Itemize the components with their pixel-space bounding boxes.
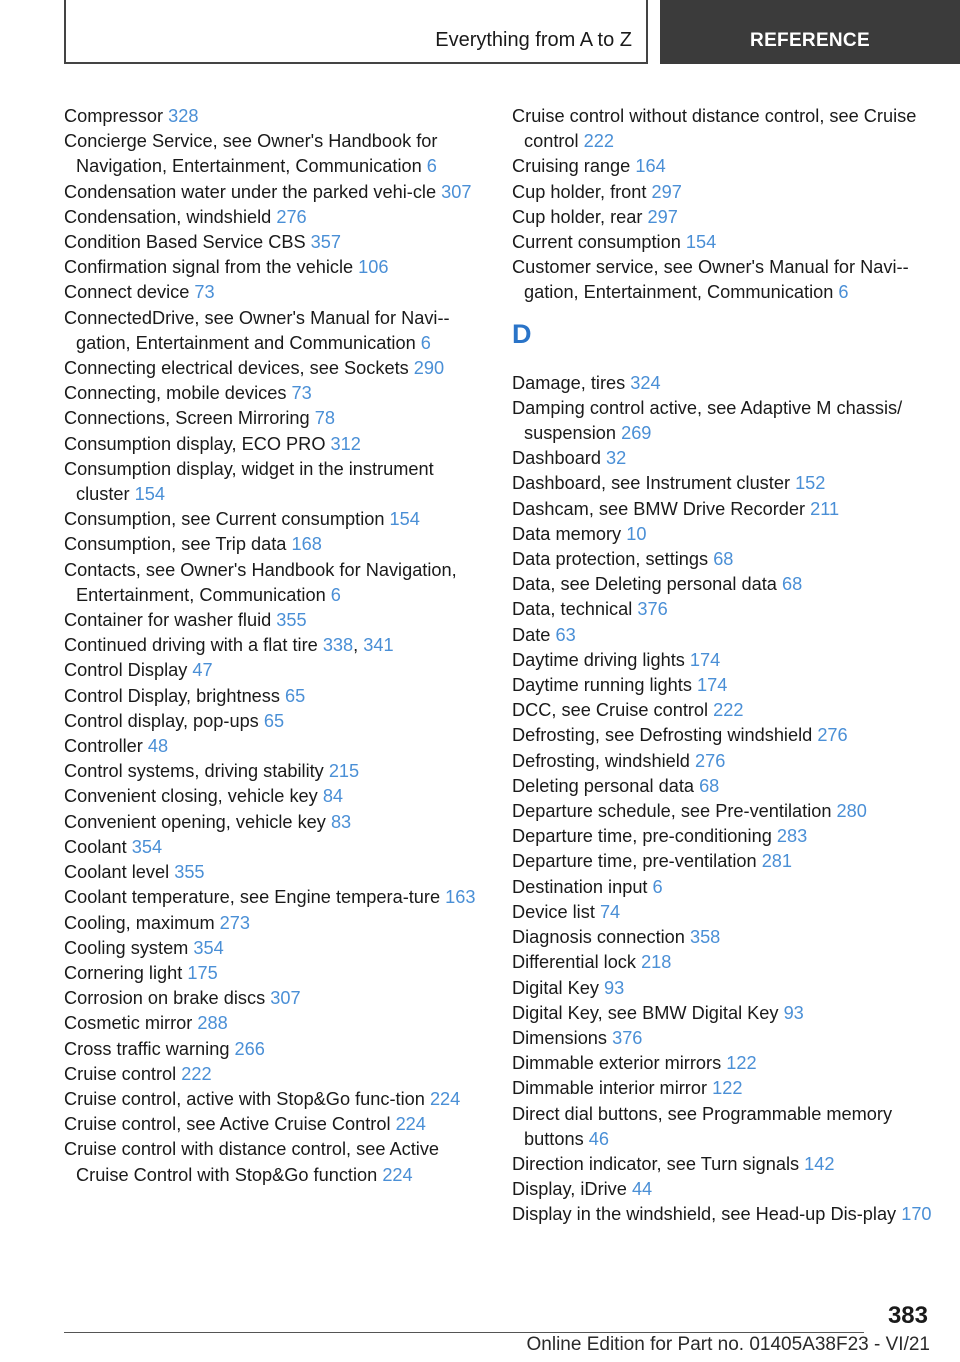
- index-entry: [512, 749, 932, 774]
- index-entry: [64, 1087, 484, 1112]
- index-entry: [64, 608, 484, 633]
- index-entry: [512, 396, 932, 446]
- page-reference-link[interactable]: 222: [181, 1063, 212, 1084]
- page-reference-link[interactable]: 122: [726, 1053, 757, 1074]
- page-reference-link[interactable]: 175: [187, 962, 218, 983]
- entry-text: Dashcam, see BMW Drive Recorder: [512, 498, 811, 519]
- entry-text: Confirmation signal from the vehicle: [64, 257, 359, 278]
- page-reference-link[interactable]: 65: [285, 685, 306, 706]
- entry-text: Daytime driving lights: [512, 649, 690, 670]
- page-reference-link[interactable]: 63: [555, 624, 576, 645]
- page-reference-link[interactable]: 273: [219, 912, 251, 933]
- section-badge-label: REFERENCE: [750, 30, 870, 51]
- page-reference-link[interactable]: 152: [795, 473, 826, 494]
- entry-text: Continued driving with a flat tire: [64, 635, 323, 656]
- page-reference-link[interactable]: 218: [641, 952, 672, 973]
- entry-text: Cruise control with distance control, see Active Cruise Control with Stop&Go function: [64, 1139, 440, 1185]
- index-entry: [64, 1037, 484, 1062]
- entry-text: Cruise control without distance control, see Cruise control: [512, 106, 917, 152]
- page-reference-link[interactable]: 290: [413, 358, 445, 379]
- entry-text: Daytime running lights: [512, 675, 697, 696]
- entry-text: Cup holder, rear: [512, 206, 648, 227]
- index-entry: [64, 507, 484, 532]
- index-entry: [512, 1152, 932, 1177]
- page-reference-link[interactable]: 6: [420, 332, 431, 353]
- entry-text: Defrosting, windshield: [512, 750, 695, 771]
- page-reference-link[interactable]: 312: [330, 433, 361, 454]
- index-letter-heading: D: [512, 318, 532, 349]
- index-entry: [64, 1062, 484, 1087]
- entry-text: Cooling system: [64, 937, 194, 958]
- entry-text: Cosmetic mirror: [64, 1013, 198, 1034]
- index-entry: [512, 446, 932, 471]
- entry-text: Convenient closing, vehicle key: [64, 786, 323, 807]
- index-entry: [512, 950, 932, 975]
- page-reference-link[interactable]: 83: [330, 811, 352, 832]
- entry-text: Data, technical: [512, 599, 638, 620]
- entry-text: Condensation, windshield: [64, 206, 277, 227]
- page-reference-link[interactable]: 6: [426, 156, 437, 177]
- entry-text: Control Display: [64, 660, 193, 681]
- index-entry: [64, 255, 484, 280]
- page-reference-link[interactable]: 174: [689, 649, 721, 670]
- index-entry: [512, 205, 932, 230]
- page-reference-link[interactable]: 341: [363, 635, 394, 656]
- page-reference-link[interactable]: 357: [310, 232, 342, 253]
- page-reference-link[interactable]: 10: [626, 523, 647, 544]
- page-reference-link[interactable]: 269: [621, 423, 652, 444]
- running-header-frame: [64, 0, 648, 64]
- index-column-left: [64, 104, 484, 1188]
- page-reference-link[interactable]: 168: [291, 534, 322, 555]
- entry-text: Departure time, pre-ventilation: [512, 851, 762, 872]
- page-reference-link[interactable]: 154: [389, 509, 420, 530]
- index-entry: [512, 255, 932, 305]
- index-entry: [512, 597, 932, 622]
- entry-text: Control Display, brightness: [64, 685, 286, 706]
- page-reference-link[interactable]: 73: [291, 383, 312, 404]
- index-entry: [512, 723, 932, 748]
- running-header-title: Everything from A to Z: [435, 29, 632, 51]
- page-reference-link[interactable]: 355: [174, 862, 205, 883]
- page-reference-link[interactable]: 288: [197, 1013, 228, 1034]
- page-reference-link[interactable]: 224: [429, 1088, 461, 1109]
- index-entry: [64, 457, 484, 507]
- entry-text: Consumption, see Trip data: [64, 534, 292, 555]
- page-reference-link[interactable]: 283: [776, 826, 808, 847]
- index-entry: [512, 230, 932, 255]
- entry-text: Digital Key: [512, 977, 604, 998]
- index-entry: [64, 936, 484, 961]
- page-reference-link[interactable]: 355: [276, 610, 307, 631]
- index-entry: [64, 205, 484, 230]
- page-reference-link[interactable]: 65: [263, 710, 285, 731]
- entry-text: Date: [512, 624, 556, 645]
- page-reference-link[interactable]: 46: [588, 1128, 609, 1149]
- page-reference-link[interactable]: 307: [441, 181, 472, 202]
- index-entry: [512, 1051, 932, 1076]
- entry-text: Differential lock: [512, 952, 642, 973]
- index-entry: [512, 1001, 932, 1026]
- index-entry: [64, 1112, 484, 1137]
- page-reference-link[interactable]: 68: [781, 574, 803, 595]
- page-reference-link[interactable]: 78: [314, 408, 335, 429]
- page-reference-link[interactable]: 142: [804, 1153, 835, 1174]
- entry-text: Dimmable exterior mirrors: [512, 1053, 727, 1074]
- entry-text: Compressor: [64, 106, 169, 126]
- entry-text: Deleting personal data: [512, 775, 700, 796]
- entry-text: Concierge Service, see Owner's Handbook for Navigation, Entertainment, Communication: [64, 131, 438, 177]
- entry-text: Destination input: [512, 876, 653, 897]
- index-entry: [64, 104, 484, 129]
- entry-text: Controller: [64, 736, 148, 757]
- page-reference-link[interactable]: 68: [713, 549, 734, 570]
- entry-text: Damage, tires: [512, 372, 631, 393]
- entry-text: Cup holder, front: [512, 181, 652, 202]
- entry-text: Display, iDrive: [512, 1179, 632, 1200]
- page-reference-link[interactable]: 276: [276, 206, 307, 227]
- index-entry: [64, 406, 484, 431]
- entry-text: Condensation water under the parked vehi-cle: [64, 181, 442, 202]
- page-reference-link[interactable]: 280: [836, 801, 867, 822]
- index-entry: [512, 572, 932, 597]
- index-entry: [512, 471, 932, 496]
- entry-text: Dimmable interior mirror: [512, 1078, 713, 1099]
- page-reference-link[interactable]: 6: [652, 876, 663, 897]
- page-reference-link[interactable]: 281: [761, 851, 793, 872]
- index-entry: [512, 799, 932, 824]
- page-reference-link[interactable]: 224: [395, 1114, 426, 1135]
- page-reference-link[interactable]: 170: [901, 1204, 932, 1225]
- page-reference-link[interactable]: 211: [810, 498, 840, 519]
- entry-text: Connections, Screen Mirroring: [64, 408, 315, 429]
- page-reference-link[interactable]: 376: [612, 1027, 643, 1048]
- page-reference-link[interactable]: 154: [134, 484, 165, 505]
- page-reference-link[interactable]: 266: [234, 1038, 265, 1059]
- page-number: 383: [887, 1302, 928, 1329]
- entry-text: Data, see Deleting personal data: [512, 574, 782, 595]
- index-entry: [512, 900, 932, 925]
- section-badge: [660, 0, 960, 64]
- index-entry: [64, 684, 484, 709]
- entry-text: Corrosion on brake discs: [64, 988, 271, 1009]
- index-entry: [512, 849, 932, 874]
- page-reference-link[interactable]: 297: [647, 206, 678, 227]
- index-entry: [64, 986, 484, 1011]
- index-entry: [512, 698, 932, 723]
- entry-text: Direction indicator, see Turn signals: [512, 1153, 805, 1174]
- entry-text: Connecting, mobile devices: [64, 383, 292, 404]
- entry-text: Current consumption: [512, 232, 686, 253]
- entry-text: Consumption, see Current consumption: [64, 509, 390, 530]
- index-entry: [512, 774, 932, 799]
- page-reference-link[interactable]: 174: [697, 675, 728, 696]
- index-entry: [512, 673, 932, 698]
- index-entry: [64, 381, 484, 406]
- index-entry: [512, 875, 932, 900]
- index-entry: [64, 129, 484, 179]
- entry-text: Cruise control, see Active Cruise Control: [64, 1114, 396, 1135]
- entry-text: Consumption display, widget in the instrument cluster: [64, 458, 434, 505]
- page-reference-link[interactable]: 307: [270, 988, 301, 1009]
- entry-text: Connecting electrical devices, see Sockets: [64, 358, 414, 379]
- index-entry: [64, 432, 484, 457]
- entry-text: Cruising range: [512, 156, 636, 177]
- entry-text: Customer service, see Owner's Manual for Navi-gation, Entertainment, Communication: [512, 257, 909, 303]
- index-entry: [64, 180, 484, 205]
- page-reference-link[interactable]: 164: [635, 156, 666, 177]
- page-reference-link[interactable]: 32: [606, 448, 627, 469]
- page-reference-link[interactable]: 6: [330, 584, 341, 605]
- entry-text: Display in the windshield, see Head-up Dis-play: [512, 1204, 902, 1225]
- index-entry: [64, 784, 484, 809]
- edition-note: Online Edition for Part no. 01405A38F23 - VI/21: [526, 1334, 930, 1355]
- page-reference-link[interactable]: 276: [817, 725, 848, 746]
- entry-text: Data protection, settings: [512, 549, 714, 570]
- page-reference-link[interactable]: 48: [147, 736, 169, 757]
- entry-text: Contacts, see Owner's Handbook for Navigation, Entertainment, Communication: [64, 559, 457, 605]
- entry-text: Convenient opening, vehicle key: [64, 811, 331, 832]
- entry-text: Connect device: [64, 282, 195, 303]
- page-reference-link[interactable]: 354: [193, 937, 224, 958]
- index-entry: [512, 976, 932, 1001]
- entry-text: Direct dial buttons, see Programmable memory buttons: [512, 1103, 893, 1149]
- index-entry: [64, 759, 484, 784]
- page-reference-link[interactable]: 376: [637, 599, 668, 620]
- index-entry: [512, 824, 932, 849]
- entry-text: Cruise control: [64, 1063, 182, 1084]
- page-reference-link[interactable]: 122: [712, 1078, 743, 1099]
- footer-divider: [64, 1332, 864, 1333]
- page-reference-link[interactable]: 74: [599, 901, 621, 922]
- page-reference-link[interactable]: 224: [382, 1164, 413, 1185]
- index-entry: [64, 1011, 484, 1036]
- page-reference-link[interactable]: 93: [783, 1002, 804, 1023]
- entry-text: Digital Key, see BMW Digital Key: [512, 1002, 784, 1023]
- page-reference-link[interactable]: 324: [630, 372, 661, 393]
- entry-text: Diagnosis connection: [512, 927, 690, 948]
- index-entry: [512, 1202, 932, 1227]
- page-reference-link[interactable]: 328: [168, 106, 199, 126]
- entry-text: Defrosting, see Defrosting windshield: [512, 725, 818, 746]
- entry-text: Data memory: [512, 523, 627, 544]
- entry-text: Cooling, maximum: [64, 912, 220, 933]
- entry-text: Container for washer fluid: [64, 610, 277, 631]
- page-reference-link[interactable]: 6: [838, 282, 849, 303]
- index-entry: [512, 180, 932, 205]
- page-reference-link[interactable]: 276: [694, 750, 726, 771]
- page-reference-link[interactable]: 154: [685, 232, 717, 253]
- index-entry: [512, 371, 932, 396]
- index-entry: [64, 1137, 484, 1187]
- entry-text: Dashboard: [512, 448, 607, 469]
- page-reference-link[interactable]: 106: [358, 257, 389, 278]
- index-entry: [512, 623, 932, 648]
- index-entry: [64, 885, 484, 910]
- index-entry: [512, 1076, 932, 1101]
- page-reference-link[interactable]: 297: [651, 181, 682, 202]
- entry-text: Departure schedule, see Pre-ventilation: [512, 801, 837, 822]
- page-reference-link[interactable]: 73: [194, 282, 215, 303]
- index-entry: [512, 104, 932, 154]
- index-entry: [64, 835, 484, 860]
- index-entry: [64, 280, 484, 305]
- page-reference-link[interactable]: 68: [699, 775, 720, 796]
- index-entry: [512, 925, 932, 950]
- index-entry: [512, 497, 932, 522]
- index-entry: [64, 810, 484, 835]
- index-entry: [512, 154, 932, 179]
- entry-text: ConnectedDrive, see Owner's Manual for Navi-gation, Entertainment and Communication: [64, 307, 450, 353]
- entry-text: Damping control active, see Adaptive M chassis/​suspension: [512, 397, 903, 444]
- page-reference-link[interactable]: 222: [583, 131, 615, 152]
- index-column-right: [512, 104, 932, 1228]
- entry-text: DCC, see Cruise control: [512, 700, 714, 721]
- index-entry: [64, 356, 484, 381]
- page-reference-link[interactable]: 354: [131, 836, 163, 857]
- entry-text: Device list: [512, 901, 600, 922]
- index-entry: [512, 547, 932, 572]
- index-entry: [64, 961, 484, 986]
- entry-text: Condition Based Service CBS: [64, 232, 311, 253]
- entry-text: Cruise control, active with Stop&Go func-tion: [64, 1088, 430, 1109]
- index-entry: [64, 558, 484, 608]
- entry-text: Dashboard, see Instrument cluster: [512, 473, 796, 494]
- index-entry: [64, 532, 484, 557]
- page-reference-link[interactable]: 93: [604, 977, 625, 998]
- index-entry: [512, 1102, 932, 1152]
- entry-text: Dimensions: [512, 1027, 613, 1048]
- index-entry: [64, 860, 484, 885]
- entry-text: ,: [353, 635, 364, 656]
- entry-text: Coolant temperature, see Engine tempera-ture: [64, 887, 446, 908]
- index-entry: [64, 633, 484, 658]
- page-reference-link[interactable]: 84: [322, 786, 344, 807]
- entry-text: Cross traffic warning: [64, 1038, 235, 1059]
- page-reference-link[interactable]: 215: [328, 761, 360, 782]
- entry-text: Control systems, driving stability: [64, 761, 329, 782]
- index-entry: [64, 658, 484, 683]
- page-reference-link[interactable]: 338: [322, 635, 354, 656]
- page-reference-link[interactable]: 163: [445, 887, 476, 908]
- index-entry: [64, 306, 484, 356]
- entry-text: Coolant level: [64, 862, 175, 883]
- entry-text: Control display, pop-ups: [64, 710, 264, 731]
- index-entry: [64, 230, 484, 255]
- entry-text: Coolant: [64, 836, 132, 857]
- entry-text: Departure time, pre-conditioning: [512, 826, 777, 847]
- page-reference-link[interactable]: 222: [713, 700, 744, 721]
- index-entry: [64, 709, 484, 734]
- index-entry: [512, 648, 932, 673]
- entry-text: Cornering light: [64, 962, 188, 983]
- page-reference-link[interactable]: 358: [689, 927, 721, 948]
- index-entry: [512, 1026, 932, 1051]
- entry-text: Consumption display, ECO PRO: [64, 433, 331, 454]
- index-entry: [64, 911, 484, 936]
- index-entry: [64, 734, 484, 759]
- index-entry: [512, 1177, 932, 1202]
- index-entry: [512, 522, 932, 547]
- page-reference-link[interactable]: 47: [192, 660, 213, 681]
- page-reference-link[interactable]: 44: [631, 1179, 653, 1200]
